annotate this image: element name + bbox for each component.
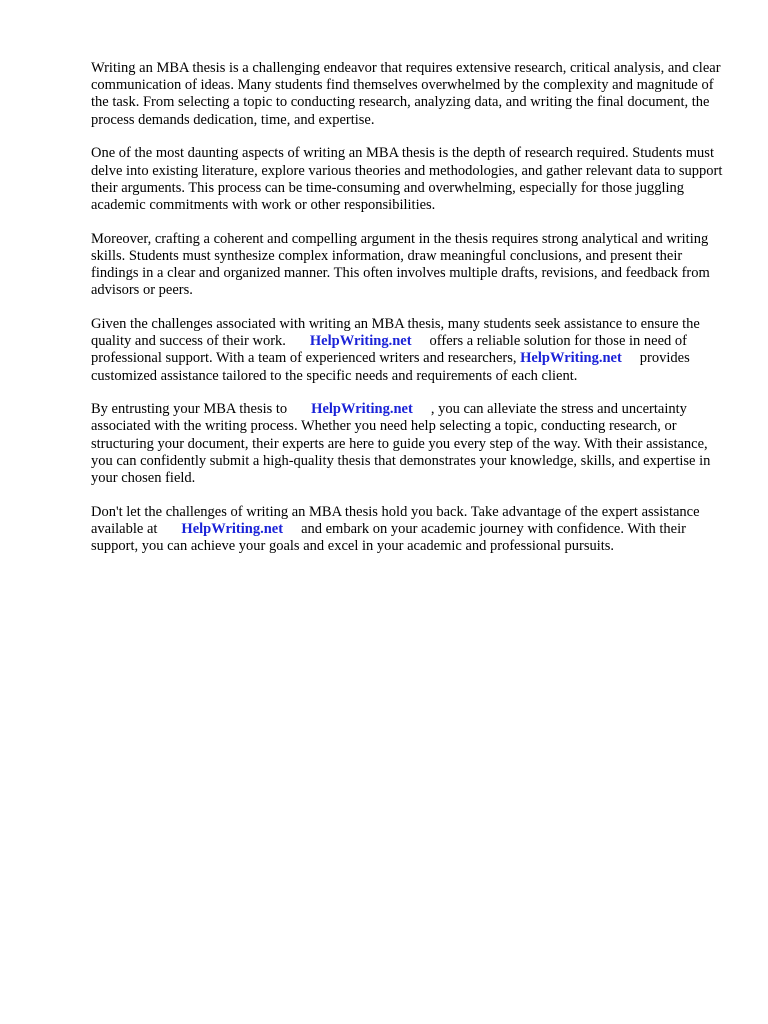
paragraph-argument <box>91 231 731 300</box>
paragraph-text: Moreover, crafting a coherent and compelling argument in the thesis requires strong analytical and writing skills. Students must synthesize complex information, draw meaningful conclusions, and present their findings in a clear and organized manner. This often involves multiple drafts, revisions, and feedback from advisors or peers. <box>91 230 710 299</box>
paragraph-text: and embark on your academic journey with confidence. With their support, you can achieve your goals and excel in your academic and professional pursuits. <box>91 520 686 555</box>
paragraph-text: provides customized assistance tailored to the specific needs and requirements of each client. <box>91 350 690 384</box>
paragraph-text: Writing an MBA thesis is a challenging endeavor that requires extensive research, critical analysis, and clear communication of ideas. Many students find themselves overwhelmed by the complexity and magnitude of the task. From selecting a topic to conducting research, analyzing data, and writing the final document, the process demands dedication, time, and expertise. <box>91 60 721 128</box>
paragraph-closing <box>91 504 731 556</box>
paragraph-text: Given the challenges associated with writing an MBA thesis, many students seek assistance to ensure the quality and success of their work. <box>91 315 700 350</box>
paragraph-text: One of the most daunting aspects of writing an MBA thesis is the depth of research required. Students must delve into existing literature, explore various theories and methodologies, and gather relevant data to support their arguments. This process can be time-consuming and overwhelming, especially for those juggling academic commitments with work or other responsibilities. <box>91 145 723 213</box>
helpwriting-link[interactable]: HelpWriting.net <box>309 333 412 350</box>
paragraph-text: Don't let the challenges of writing an MBA thesis hold you back. Take advantage of the expert assistance available at <box>91 503 700 537</box>
paragraph-intro <box>91 60 731 129</box>
paragraph-text: , you can alleviate the stress and uncertainty associated with the writing process. Whether you need help selecting a topic, conducting research, or structuring your document, their experts are here to guide you every step of the way. With their assistance, you can confidently submit a high-quality thesis that demonstrates your knowledge, skills, and expertise in your chosen field. <box>91 401 711 487</box>
document-body <box>91 60 731 572</box>
paragraph-assistance <box>91 316 731 385</box>
helpwriting-link[interactable]: HelpWriting.net <box>520 350 622 367</box>
helpwriting-link[interactable]: HelpWriting.net <box>311 401 413 418</box>
paragraph-entrusting <box>91 401 731 487</box>
paragraph-text: offers a reliable solution for those in need of professional support. With a team of experienced writers and researchers, <box>91 333 687 367</box>
paragraph-research <box>91 145 731 214</box>
paragraph-text: By entrusting your MBA thesis to <box>91 401 288 418</box>
helpwriting-link[interactable]: HelpWriting.net <box>181 520 284 537</box>
